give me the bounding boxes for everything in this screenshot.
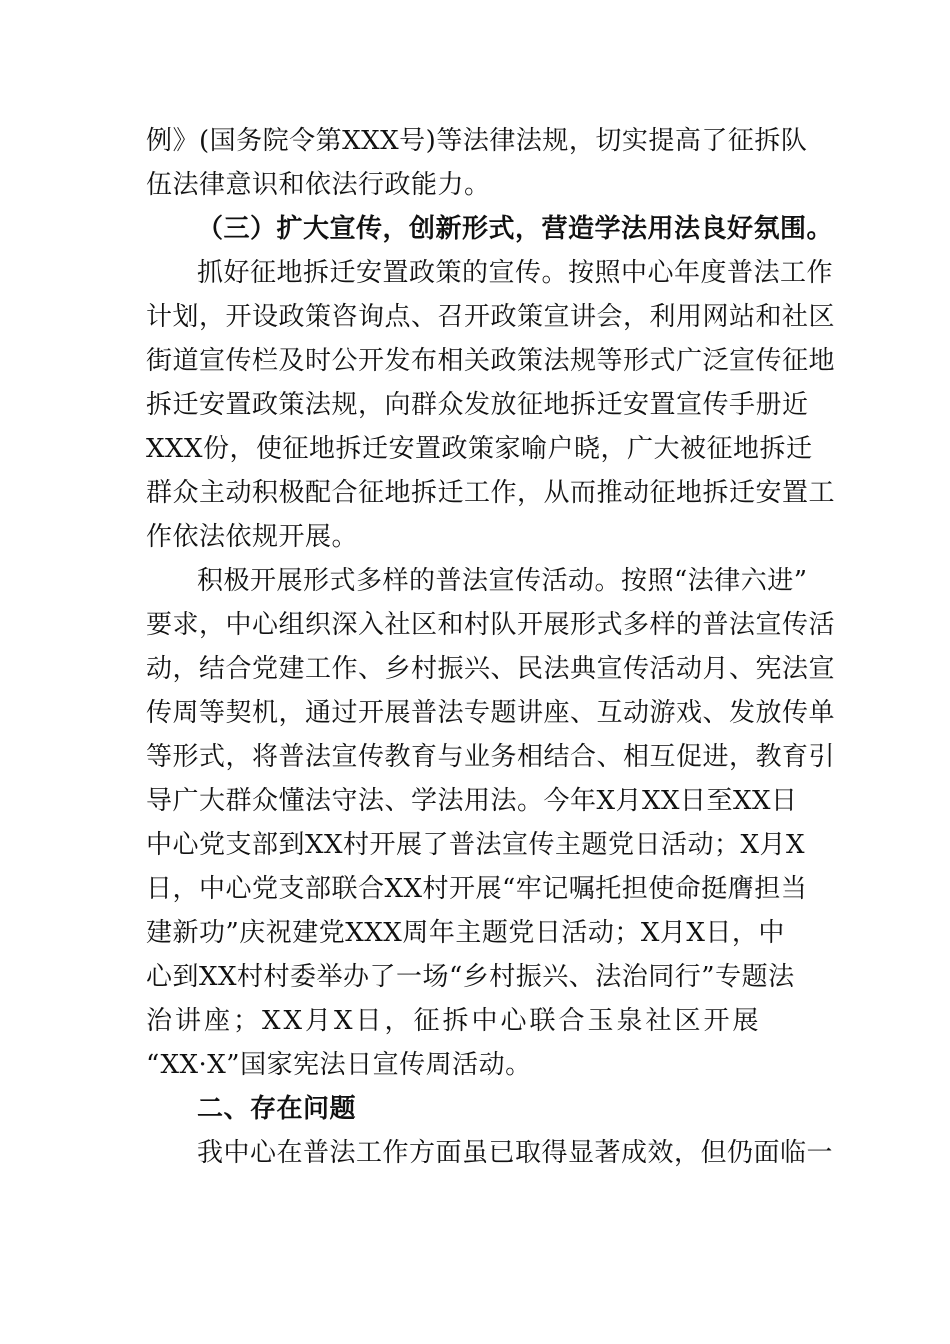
text-line-18: 日，中心党支部联合XX村开展“牢记嘱托担使命挺膺担当: [146, 874, 808, 904]
text-line-1: 例》(国务院令第XXX号)等法律法规，切实提高了征拆队: [146, 126, 808, 156]
paragraph-start-activities: 积极开展形式多样的普法宣传活动。按照“法律六进”: [197, 566, 808, 596]
paragraph-start-promotion: 抓好征地拆迁安置政策的宣传。按照中心年度普法工作: [197, 258, 834, 288]
text-line-13: 动，结合党建工作、乡村振兴、民法典宣传活动月、宪法宣: [146, 654, 836, 684]
subheading-3: （三）扩大宣传，创新形式，营造学法用法良好氛围。: [197, 214, 834, 244]
text-line-6: 街道宣传栏及时公开发布相关政策法规等形式广泛宣传征地: [146, 346, 836, 376]
text-line-19: 建新功”庆祝建党XXX周年主题党日活动；X月X日，中: [146, 918, 785, 948]
text-line-7: 拆迁安置政策法规，向群众发放征地拆迁安置宣传手册近: [146, 390, 809, 420]
paragraph-start-problems: 我中心在普法工作方面虽已取得显著成效，但仍面临一: [197, 1138, 834, 1168]
text-line-10: 作依法依规开展。: [146, 522, 359, 552]
text-line-20: 心到XX村村委举办了一场“乡村振兴、法治同行”专题法: [146, 962, 795, 992]
text-line-15: 等形式，将普法宣传教育与业务相结合、相互促进，教育引: [146, 742, 836, 772]
text-line-2: 伍法律意识和依法行政能力。: [146, 170, 491, 200]
text-line-22: “XX·X”国家宪法日宣传周活动。: [146, 1050, 532, 1080]
text-line-17: 中心党支部到XX村开展了普法宣传主题党日活动；X月X: [146, 830, 806, 860]
text-line-16: 导广大群众懂法守法、学法用法。今年X月XX日至XX日: [146, 786, 798, 816]
text-line-21: 治讲座；XX月X日，征拆中心联合玉泉社区开展: [146, 1006, 762, 1036]
section-heading-problems: 二、存在问题: [197, 1094, 357, 1124]
text-line-5: 计划，开设政策咨询点、召开政策宣讲会，利用网站和社区: [146, 302, 836, 332]
text-line-8: XXX份，使征地拆迁安置政策家喻户晓，广大被征地拆迁: [146, 434, 813, 464]
text-line-9: 群众主动积极配合征地拆迁工作，从而推动征地拆迁安置工: [146, 478, 836, 508]
text-line-12: 要求，中心组织深入社区和村队开展形式多样的普法宣传活: [146, 610, 836, 640]
text-line-14: 传周等契机，通过开展普法专题讲座、互动游戏、发放传单: [146, 698, 836, 728]
